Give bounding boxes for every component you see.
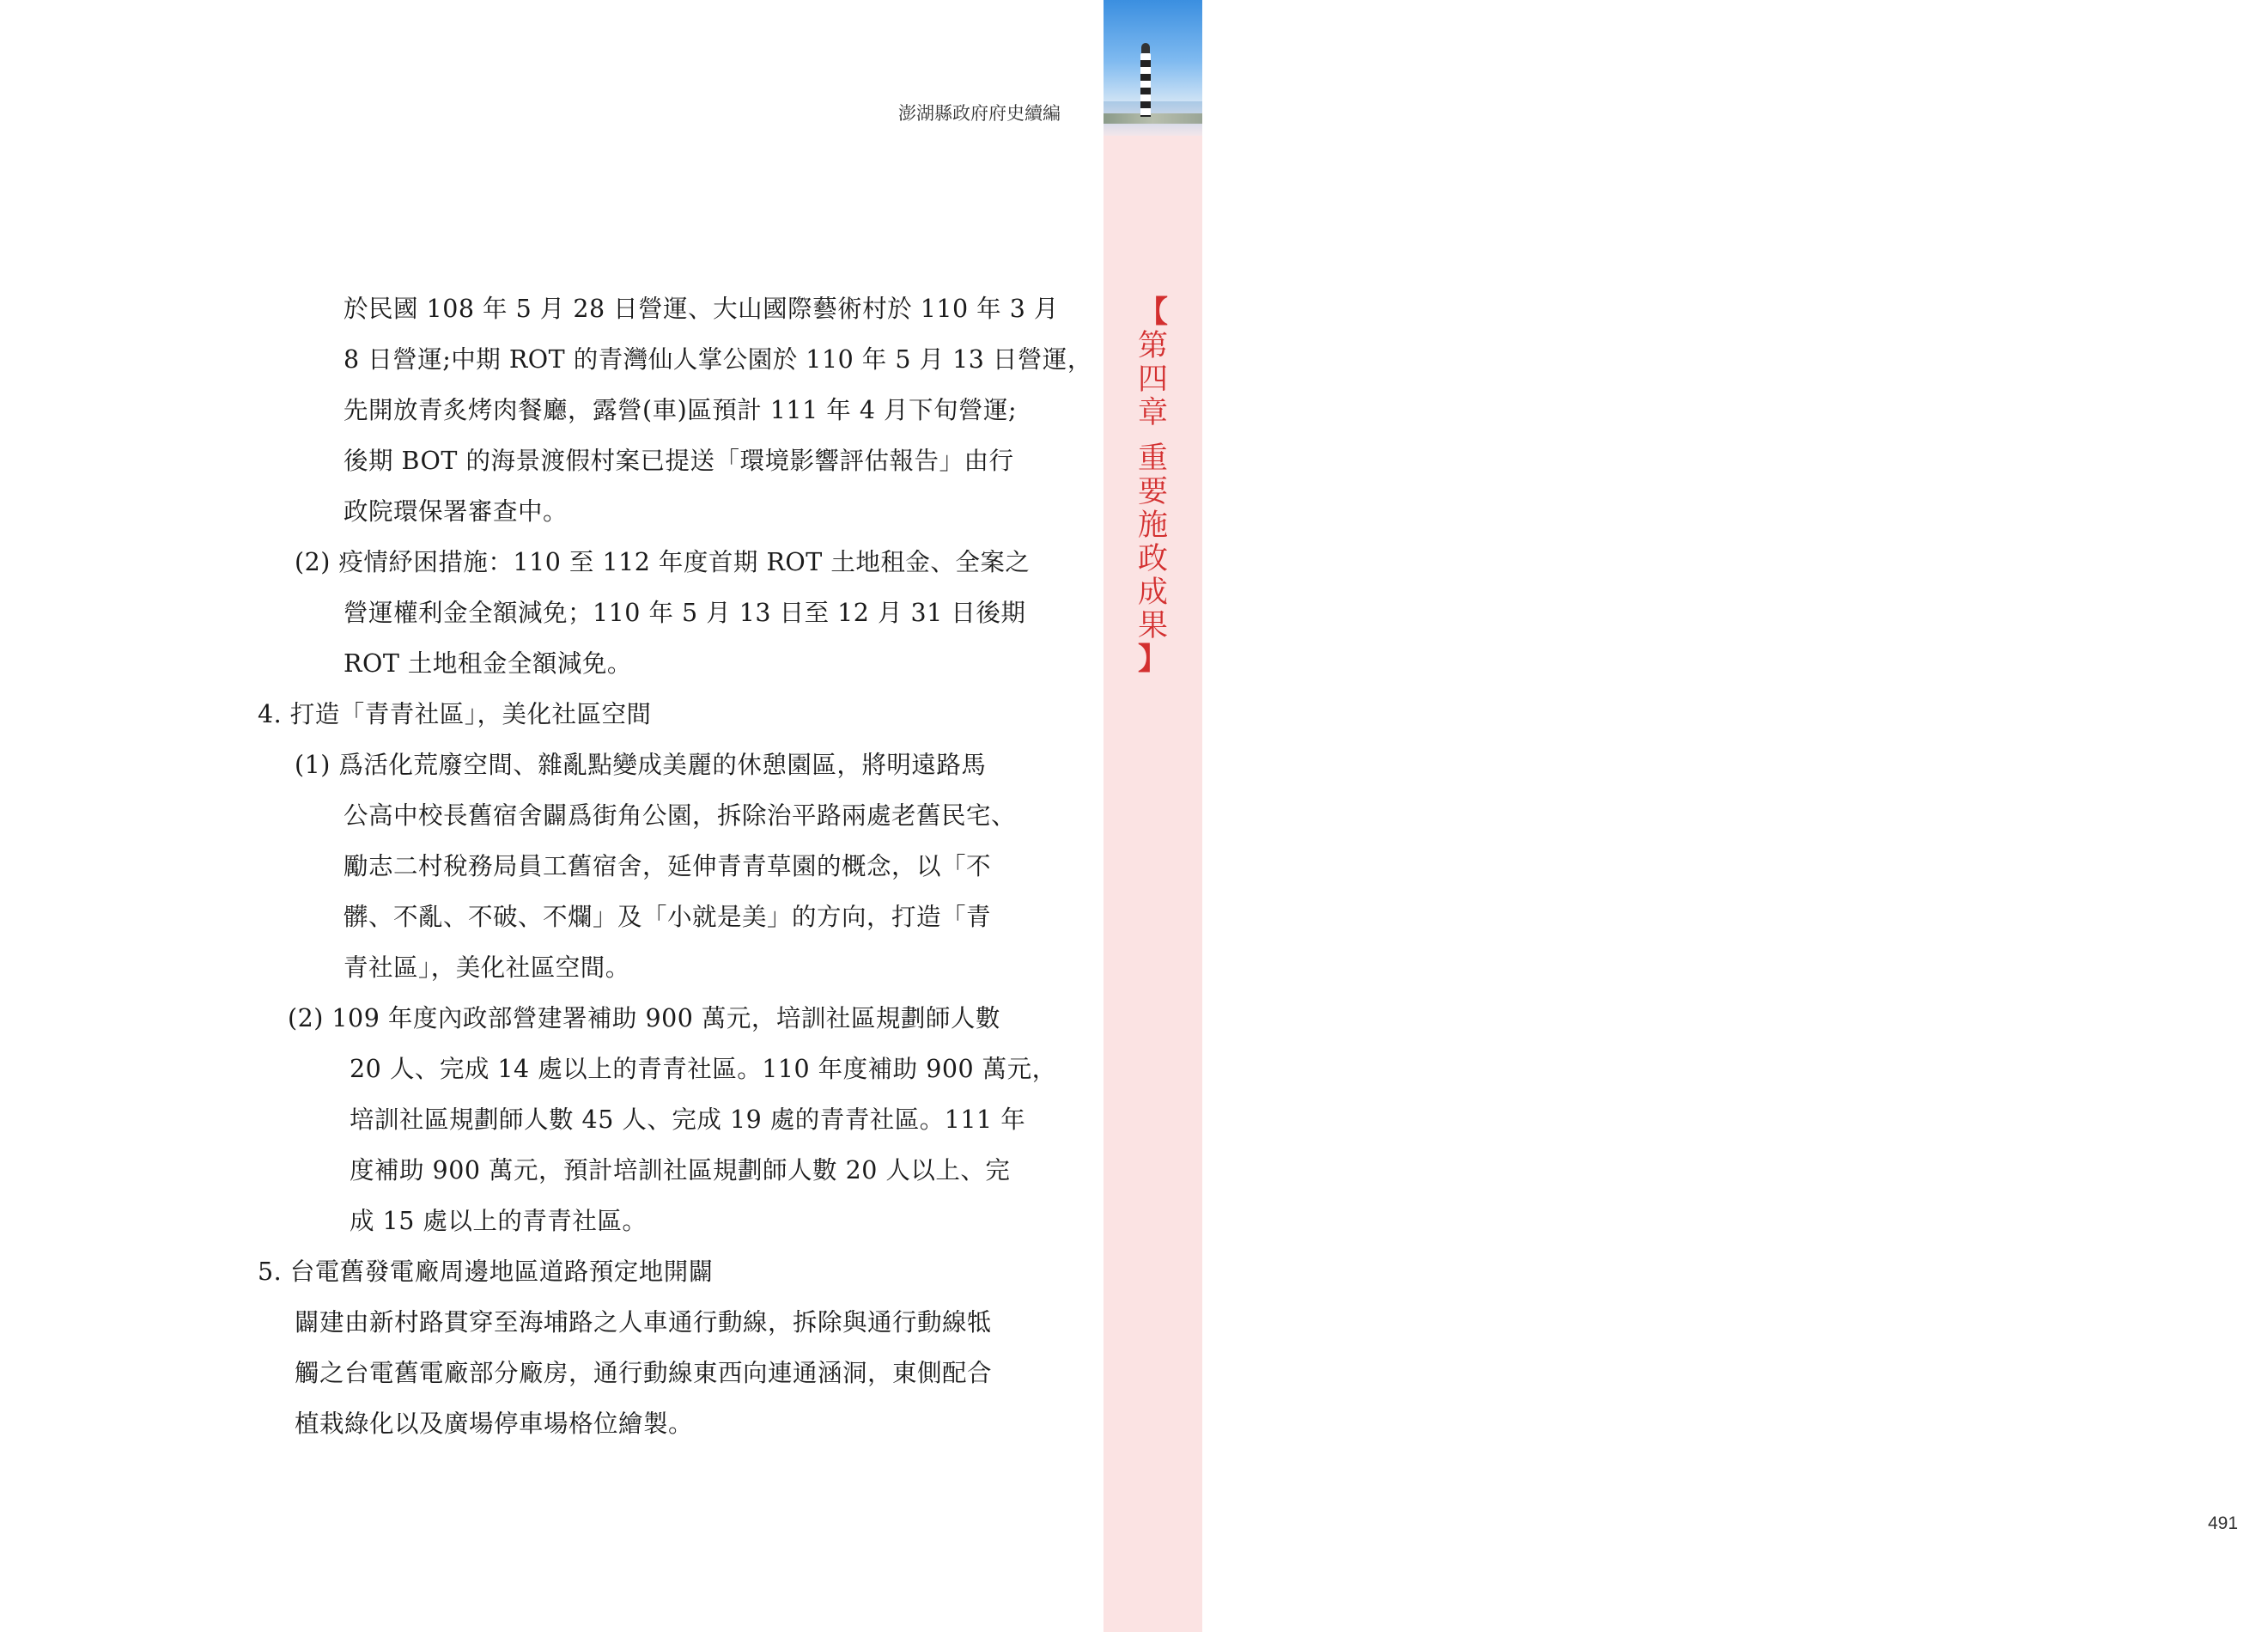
chapter-char: 章	[1137, 396, 1168, 430]
chapter-char: 要	[1137, 475, 1168, 509]
chapter-char: 成	[1137, 575, 1168, 610]
text-line: 成 15 處以上的青青社區。	[350, 1207, 648, 1235]
text-line: 植栽綠化以及廣場停車場格位繪製。	[295, 1410, 694, 1438]
text-line: 觸之台電舊電廠部分廠房，通行動線東西向連通涵洞，東側配合	[295, 1359, 993, 1387]
chapter-char: 重	[1137, 441, 1168, 476]
section-heading: 5. 台電舊發電廠周邊地區道路預定地開闢	[258, 1257, 714, 1286]
text-line: ROT 土地租金全額減免。	[344, 649, 632, 678]
text-line: 20 人、完成 14 處以上的青青社區。110 年度補助 900 萬元，	[350, 1055, 1057, 1083]
chapter-char: 政	[1137, 542, 1168, 576]
text-line: 公高中校長舊宿舍闢爲街角公園，拆除治平路兩處老舊民宅、	[344, 801, 1017, 830]
text-line: 政院環保署審查中。	[344, 497, 569, 526]
text-line: 培訓社區規劃師人數 45 人、完成 19 處的青青社區。111 年	[350, 1105, 1026, 1134]
lighthouse-icon	[1140, 53, 1151, 117]
text-line: 度補助 900 萬元，預計培訓社區規劃師人數 20 人以上、完	[350, 1156, 1011, 1184]
chapter-char: 第	[1137, 329, 1168, 363]
text-line: 勵志二村稅務局員工舊宿舍，延伸青青草園的概念，以「不	[344, 852, 992, 880]
chapter-sidebar	[1104, 0, 2239, 1632]
text-line: 於民國 108 年 5 月 28 日營運、大山國際藝術村於 110 年 3 月	[344, 295, 1059, 323]
list-item-heading: (2) 109 年度內政部營建署補助 900 萬元，培訓社區規劃師人數	[288, 1004, 1000, 1032]
chapter-char: 施	[1137, 508, 1168, 543]
chapter-char	[1121, 430, 1185, 442]
chapter-char: 四	[1137, 362, 1168, 397]
text-line: 髒、不亂、不破、不爛」及「小就是美」的方向，打造「青	[344, 903, 992, 931]
text-line: 闢建由新村路貫穿至海埔路之人車通行動線，拆除與通行動線牴	[295, 1308, 993, 1337]
text-line: 8 日營運;中期 ROT 的青灣仙人掌公園於 110 年 5 月 13 日營運，	[344, 345, 1092, 374]
lighthouse-banner-image	[1104, 0, 1202, 136]
section-heading: 4. 打造「青青社區」，美化社區空間	[258, 700, 652, 728]
chapter-open-bracket: 【	[1137, 295, 1168, 330]
text-line: 先開放青炙烤肉餐廳，露營(車)區預計 111 年 4 月下旬營運;	[344, 396, 1018, 424]
list-item-heading: (2) 疫情紓困措施：110 至 112 年度首期 ROT 土地租金、全案之	[295, 548, 1031, 576]
text-line: 青社區」，美化社區空間。	[344, 953, 630, 982]
text-line: 營運權利金全額減免；110 年 5 月 13 日至 12 月 31 日後期	[344, 599, 1026, 627]
chapter-close-bracket: 】	[1137, 642, 1168, 677]
text-line: 後期 BOT 的海景渡假村案已提送「環境影響評估報告」由行	[344, 447, 1014, 475]
chapter-label	[1121, 296, 1185, 677]
ground-band	[1104, 113, 1202, 124]
list-item-heading: (1) 爲活化荒廢空間、雜亂點變成美麗的休憩園區，將明遠路馬	[295, 751, 987, 779]
page-number: 491	[2208, 1513, 2239, 1533]
chapter-char: 果	[1137, 609, 1168, 643]
running-header-title: 澎湖縣政府府史續編	[898, 103, 1061, 124]
